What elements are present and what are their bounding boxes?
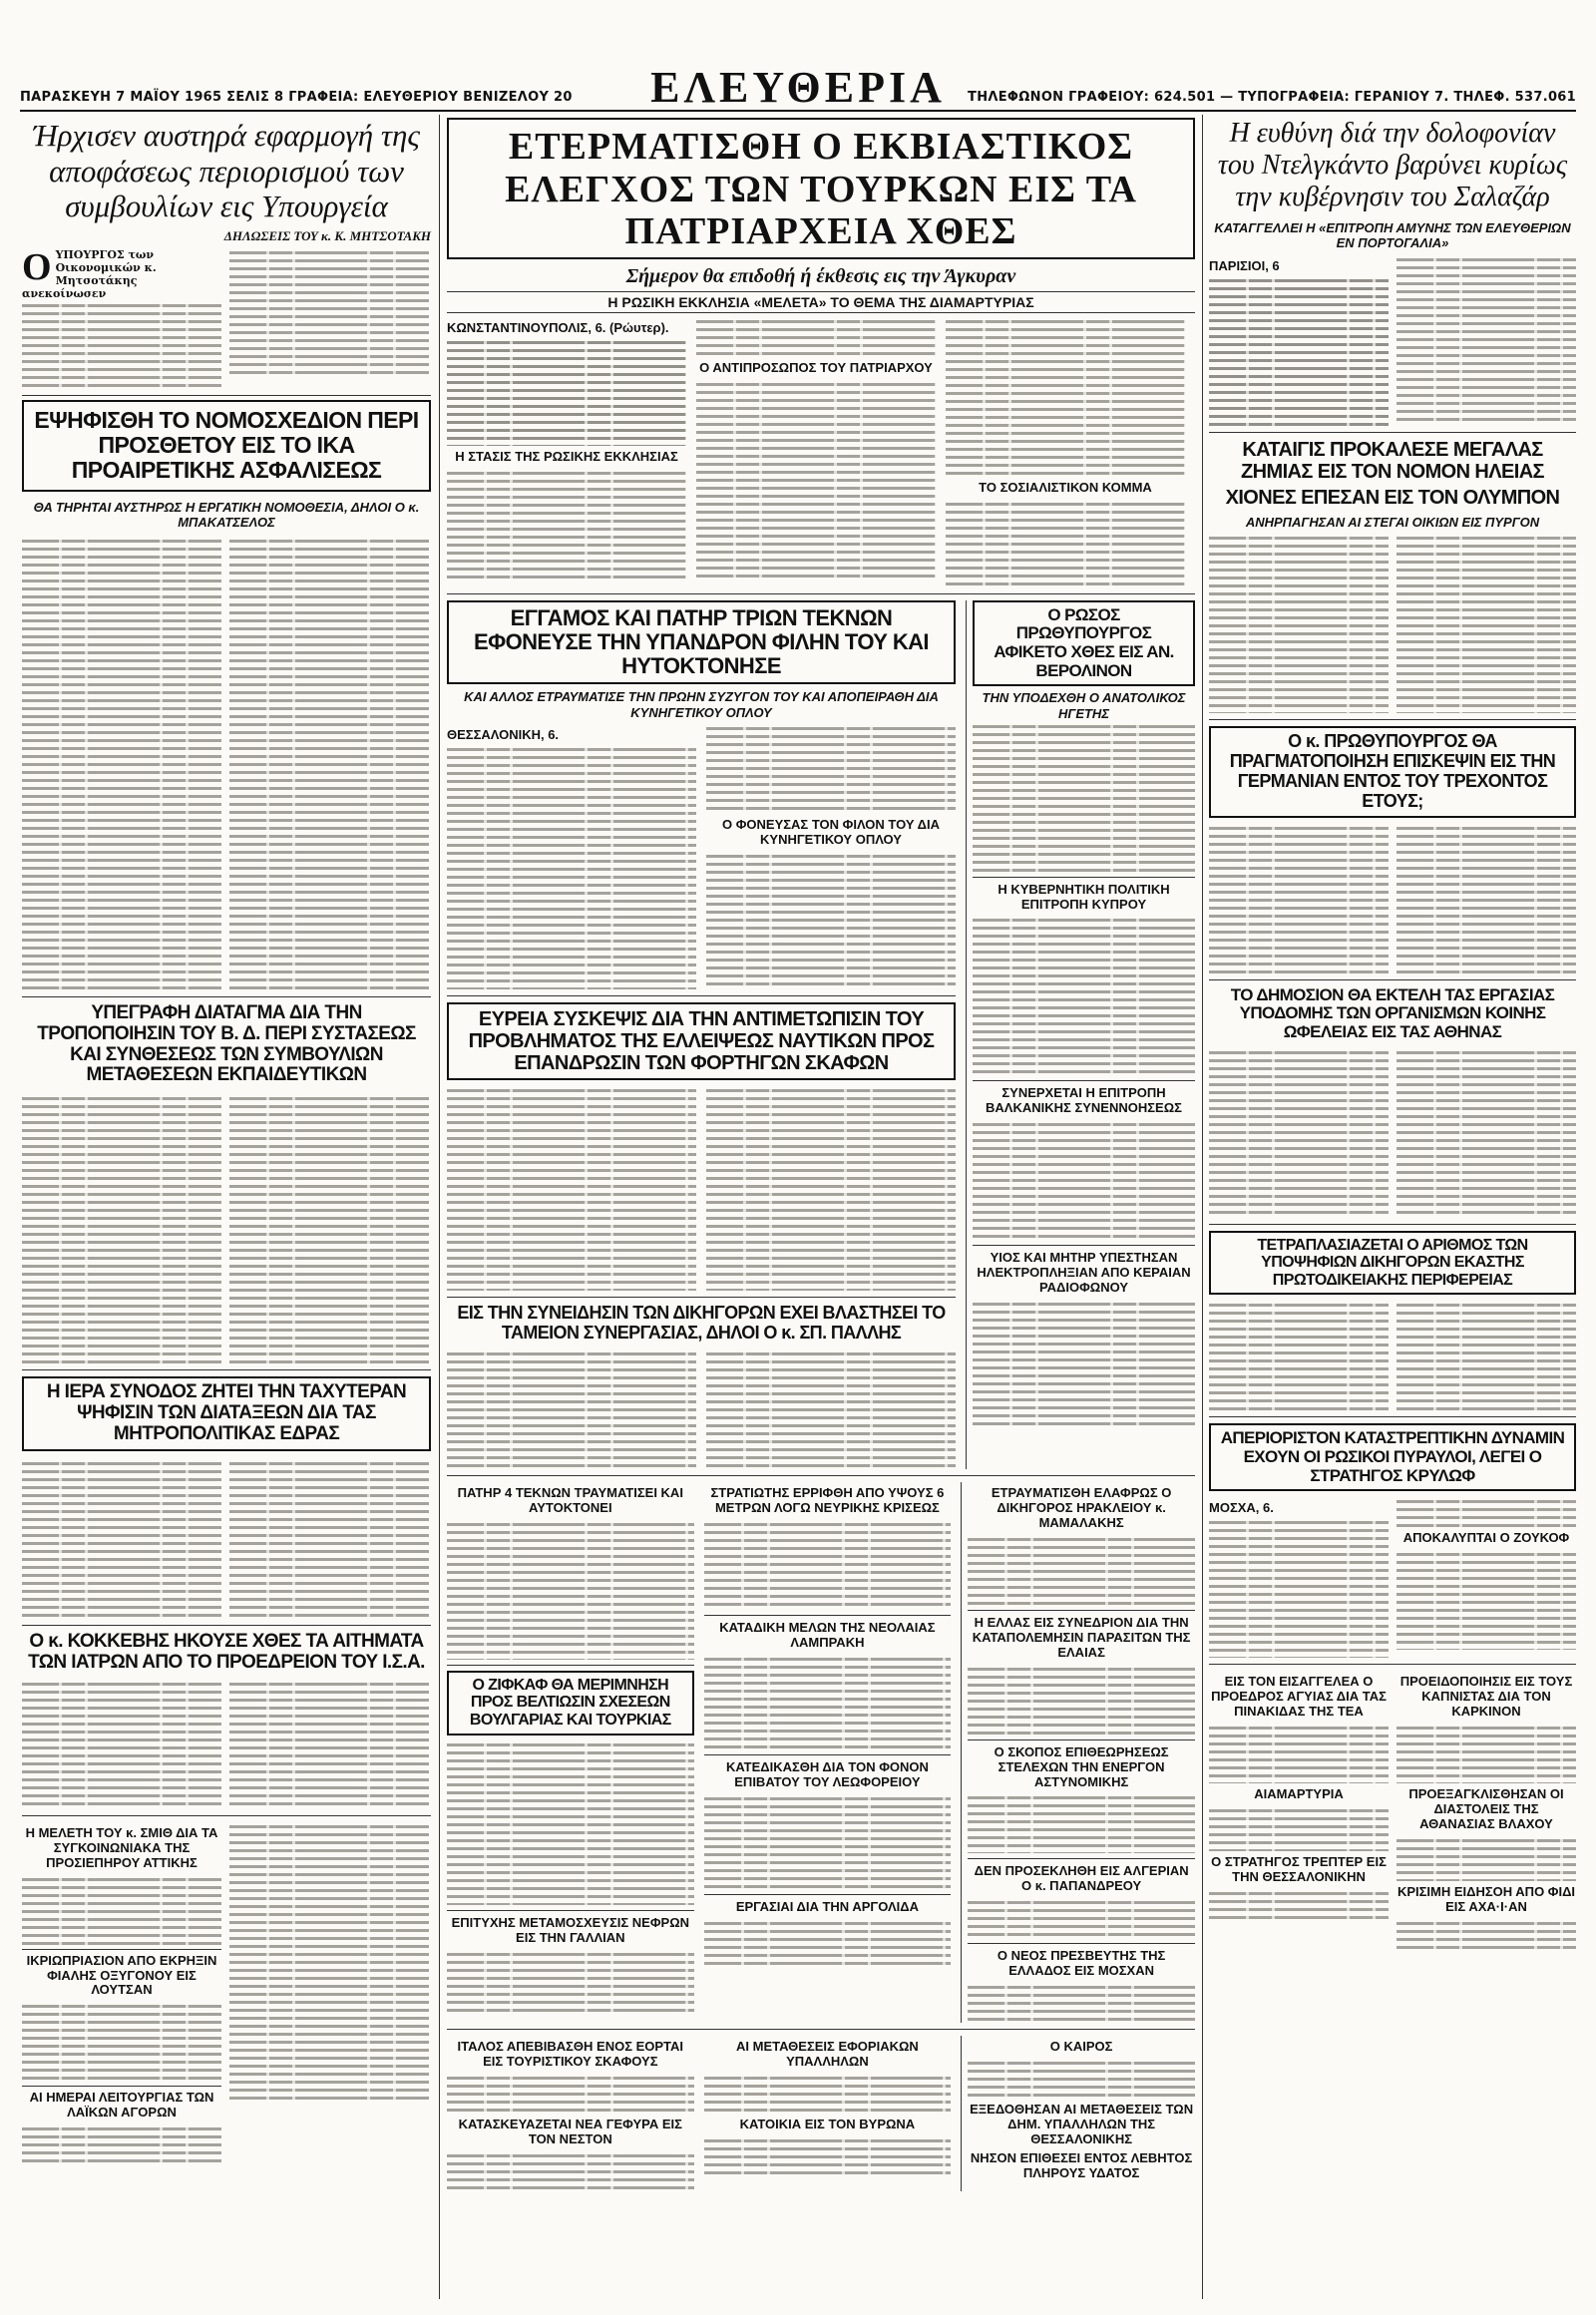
article-body (447, 745, 696, 989)
article-body (968, 1665, 1195, 1735)
article-body (704, 1919, 952, 1969)
article-body (229, 1822, 429, 2102)
byron-headline: ΚΑΤΟΙΚΙΑ ΕΙΣ ΤΟΝ ΒΥΡΩΝΑ (739, 2117, 916, 2132)
crime-headline: ΕΓΓΑΜΟΣ ΚΑΙ ΠΑΤΗΡ ΤΡΙΩΝ ΤΕΚΝΩΝ ΕΦΟΝΕΥΣΕ ΤΗΝ ΥΠΑΝΔΡΟΝ ΦΙΛΗΝ ΤΟΥ ΚΑΙ ΗΥΤΟΚΤΟΝΗΣΕ (474, 604, 929, 679)
article-byline: ΔΗΛΩΣΕΙΣ ΤΟΥ κ. Κ. ΜΗΤΣΟΤΑΚΗ (223, 227, 431, 243)
article-title-lawyers: ΤΕΤΡΑΠΛΑΣΙΑΖΕΤΑΙ Ο ΑΡΙΘΜΟΣ ΤΩΝ ΥΠΟΨΗΦΙΩΝ ΔΙΚΗΓΟΡΩΝ ΕΚΑΣΤΗΣ ΠΡΩΤΟΔΙΚΕΙΑΚΗΣ ΠΕΡΙΦΕΡΕΙΑΣ (1257, 1236, 1528, 1289)
article-title-vlachou: ΠΡΟΕΞΑΓΚΛΙΣΘΗΣΑΝ ΟΙ ΔΙΑΣΤΟΛΕΙΣ ΤΗΣ ΑΘΑΝΑΣΙΑΣ ΒΛΑΧΟΥ (1408, 1786, 1564, 1832)
article-body (1209, 824, 1389, 973)
column-rule (1202, 115, 1203, 2299)
lead-subhead-representative: Ο ΑΝΤΙΠΡΟΣΩΠΟΣ ΤΟΥ ΠΑΤΡΙΑΡΧΟΥ (699, 359, 933, 375)
article-body (704, 1655, 952, 1749)
article-body (1209, 1889, 1389, 1919)
article-title-decree: ΥΠΕΓΡΑΦΗ ΔΙΑΤΑΓΜΑ ΔΙΑ ΤΗΝ ΤΡΟΠΟΠΟΙΗΣΙΝ ΤΟΥ Β. Δ. ΠΕΡΙ ΣΥΣΤΑΣΕΩΣ ΚΑΙ ΣΥΝΘΕΣΕΩΣ ΤΩΝ ΣΥΜΒΟΥΛΙΩΝ ΜΕΤΑΘΕΣΕΩΝ ΕΚΠΑΙΔΕΥΤΙΚΩΝ (37, 1001, 416, 1086)
pm-story-box (1209, 726, 1576, 817)
article-body (447, 1086, 696, 1291)
article-kicker: ΑΝΗΡΠΑΓΗΣΑΝ ΑΙ ΣΤΕΓΑΙ ΟΙΚΙΩΝ ΕΙΣ ΠΥΡΓΟΝ (1245, 514, 1540, 530)
column-left (22, 118, 431, 2164)
berlin-kicker: ΤΗΝ ΥΠΟΔΕΧΘΗ Ο ΑΝΑΤΟΛΙΚΟΣ ΗΓΕΤΗΣ (982, 690, 1186, 722)
article-body (447, 2151, 694, 2191)
column-right (1209, 118, 1576, 1949)
article-title-trepter: Ο ΣΤΡΑΤΗΓΟΣ ΤΡΕΠΤΕΡ ΕΙΣ ΤΗΝ ΘΕΣΣΑΛΟΝΙΚΗΝ (1211, 1854, 1387, 1885)
column-center (447, 118, 1195, 2191)
article-body (973, 722, 1195, 872)
article-body (229, 537, 429, 990)
parasites-headline: Η ΕΛΛΑΣ ΕΙΣ ΣΥΝΕΔΡΙΟΝ ΔΙΑ ΤΗΝ ΚΑΤΑΠΟΛΕΜΗΣΙΝ ΠΑΡΑΣΙΤΩΝ ΤΗΣ ΕΛΑΙΑΣ (972, 1614, 1191, 1660)
article-body (22, 537, 221, 990)
lead-headline: ΕΤΕΡΜΑΤΙΣΘΗ Ο ΕΚΒΙΑΣΤΙΚΟΣ ΕΛΕΓΧΟΣ ΤΩΝ ΤΟΥΡΚΩΝ ΕΙΣ ΤΑ ΠΑΤΡΙΑΡΧΕΙΑ ΧΘΕΣ (505, 126, 1137, 253)
article-body (229, 1459, 429, 1619)
masthead-date-line: ΠΑΡΑΣΚΕΥΗ 7 ΜΑΪΟΥ 1965 ΣΕΛΙΣ 8 ΓΡΑΦΕΙΑ: ΕΛΕΥΘΕΡΙΟΥ ΒΕΝΙΖΕΛΟΥ 20 (20, 90, 573, 105)
article-body (968, 2059, 1195, 2099)
article-body (1209, 1048, 1389, 1218)
article-body (1396, 1497, 1576, 1527)
crime-dateline: ΘΕΣΣΑΛΟΝΙΚΗ, 6. (447, 727, 560, 743)
crime-story-box (447, 600, 956, 685)
article-title-prosecutor: ΕΙΣ ΤΟΝ ΕΙΣΑΓΓΕΛΕΑ Ο ΠΡΟΕΔΡΟΣ ΑΓΥΙΑΣ ΔΙΑ ΤΑΣ ΠΙΝΑΚΙΔΑΣ ΤΗΣ ΤΕΑ (1211, 1674, 1387, 1720)
article-body (22, 1875, 221, 1945)
article-body (1396, 1550, 1576, 1650)
article-dateline: ΠΑΡΙΣΙΟΙ, 6 (1209, 257, 1280, 273)
lead-subhead-socialist: ΤΟ ΣΟΣΙΑΛΙΣΤΙΚΟΝ ΚΟΜΜΑ (979, 479, 1152, 495)
article-title-explosion: ΙΚΡΙΩΠΡΙΑΣΙΟΝ ΑΠΟ ΕΚΡΗΞΙΝ ΦΙΑΛΗΣ ΟΞΥΓΟΝΟΥ ΕΙΣ ΛΟΥΤΣΑΝ (26, 1952, 217, 1998)
cyprus-headline: Η ΚΥΒΕΡΝΗΤΙΚΗ ΠΟΛΙΤΙΚΗ ΕΠΙΤΡΟΠΗ ΚΥΠΡΟΥ (998, 881, 1170, 912)
article-title-doctors: Ο κ. ΚΟΚΚΕΒΗΣ ΗΚΟΥΣΕ ΧΘΕΣ ΤΑ ΑΙΤΗΜΑΤΑ ΤΩΝ ΙΑΤΡΩΝ ΑΠΟ ΤΟ ΠΡΟΕΔΡΕΙΟΝ ΤΟΥ Ι.Σ.Α. (28, 1630, 425, 1673)
article-box-ika (22, 400, 431, 492)
article-body (1209, 1301, 1389, 1410)
article-body (973, 916, 1195, 1075)
article-body (447, 1740, 694, 1905)
lawyers-story-box (1209, 1231, 1576, 1296)
berlin-headline: Ο ΡΩΣΟΣ ΠΡΩΘΥΠΟΥΡΓΟΣ ΑΦΙΚΕΤΟ ΧΘΕΣ ΕΙΣ ΑΝ. ΒΕΡΟΛΙΝΟΝ (994, 604, 1174, 680)
article-body (1209, 1806, 1389, 1851)
article-title-snake: ΚΡΙΣΙΜΗ ΕΙΔΗΣΟΗ ΑΠΟ ΦΙΔΙ ΕΙΣ ΑΧΑ·Ι·ΑΝ (1396, 1884, 1576, 1914)
article-body (706, 1350, 956, 1469)
article-body (704, 1794, 952, 1889)
yachts-headline: ΙΤΑΛΟΣ ΑΠΕΒΙΒΑΣΘΗ ΕΝΟΣ ΕΟΡΤΑΙ ΕΙΣ ΤΟΥΡΙΣΤΙΚΟΥ ΣΚΑΦΟΥΣ (457, 2039, 684, 2070)
article-body (1396, 1919, 1576, 1949)
lead-subhead: Η ΡΩΣΙΚΗ ΕΚΚΛΗΣΙΑ «ΜΕΛΕΤΑ» ΤΟ ΘΕΜΑ ΤΗΣ ΔΙΑΜΑΡΤΥΡΙΑΣ (447, 291, 1195, 313)
article-body (704, 2136, 952, 2176)
article-body (1209, 1518, 1389, 1658)
masthead-phone-line: ΤΗΛΕΦΩΝΟΝ ΓΡΑΦΕΙΟΥ: 624.501 — ΤΥΠΟΓΡΑΦΕΙΑ: ΓΕΡΑΝΙΟΥ 7. ΤΗΛΕΦ. 537.061 (968, 90, 1576, 105)
article-title-councils: Ήρχισεν αυστηρά εφαρμογή της αποφάσεως περιορισμού των συμβουλίων εις Υπουργεία (33, 118, 420, 224)
zifkaf-story-box (447, 1671, 694, 1736)
electro-headline: ΥΙΟΣ ΚΑΙ ΜΗΤΗΡ ΥΠΕΣΤΗΣΑΝ ΗΛΕΚΤΡΟΠΛΗΞΙΑΝ ΑΠΟ ΚΕΡΑΙΑΝ ΡΑΔΙΟΦΩΝΟΥ (977, 1250, 1191, 1296)
article-body (22, 2124, 221, 2164)
article-body (706, 1086, 956, 1291)
article-kicker: ΚΑΤΑΓΓΕΛΛΕΙ Η «ΕΠΙΤΡΟΠΗ ΑΜΥΝΗΣ ΤΩΝ ΕΛΕΥΘΕΡΙΩΝ ΕΝ ΠΟΡΤΟΓΑΛΙΑ» (1214, 219, 1571, 251)
masthead-rule (20, 110, 1576, 112)
drop-cap: Ο (22, 245, 52, 288)
article-body (973, 1300, 1195, 1429)
lambrakis-headline: ΚΑΤΑΔΙΚΗ ΜΕΛΩΝ ΤΗΣ ΝΕΟΛΑΙΑΣ ΛΑΜΠΡΑΚΗ (719, 1619, 936, 1650)
article-title-missiles: ΑΠΕΡΙΟΡΙΣΤΟΝ ΚΑΤΑΣΤΡΕΠΤΙΚΗΝ ΔΥΝΑΜΙΝ ΕΧΟΥΝ ΟΙ ΡΩΣΙΚΟΙ ΠΥΡΑΥΛΟΙ, ΛΕΓΕΙ Ο ΣΤΡΑΤΗΓΟΣ ΚΡΥΛΩΦ (1220, 1428, 1565, 1485)
sentence-headline: ΚΑΤΕΔΙΚΑΣΘΗ ΔΙΑ ΤΟΝ ΦΟΝΟΝ ΕΠΙΒΑΤΟΥ ΤΟΥ ΛΕΩΦΟΡΕΙΟΥ (725, 1758, 929, 1789)
article-body (1396, 1724, 1576, 1783)
article-body (1396, 534, 1576, 713)
article-body (706, 724, 956, 814)
article-body (1209, 1724, 1389, 1783)
lead-story-box (447, 118, 1195, 259)
article-title-pm: Ο κ. ΠΡΩΘΥΠΟΥΡΓΟΣ ΘΑ ΠΡΑΓΜΑΤΟΠΟΙΗΣΗ ΕΠΙΣΚΕΨΙΝ ΕΙΣ ΤΗΝ ΓΕΡΜΑΝΙΑΝ ΕΝΤΟΣ ΤΟΥ ΤΡΕΧΟΝΤΟΣ ΕΤΟΥΣ; (1229, 731, 1556, 811)
article-title-cancer: ΠΡΟΕΙΔΟΠΟΙΗΣΙΣ ΕΙΣ ΤΟΥΣ ΚΑΠΝΙΣΤΑΣ ΔΙΑ ΤΟΝ ΚΑΡΚΙΝΟΝ (1399, 1674, 1573, 1720)
article-body (973, 1120, 1195, 1240)
lead-subhead-russian: Η ΣΤΑΣΙΣ ΤΗΣ ΡΩΣΙΚΗΣ ΕΚΚΛΗΣΙΑΣ (455, 448, 678, 464)
balkan-headline: ΣΥΝΕΡΧΕΤΑΙ Η ΕΠΙΤΡΟΠΗ ΒΑΛΚΑΝΙΚΗΣ ΣΥΝΕΝΝΟΗΣΕΩΣ (986, 1085, 1182, 1116)
article-title-snow: ΧΙΟΝΕΣ ΕΠΕΣΑΝ ΕΙΣ ΤΟΝ ΟΛΥΜΠΟΝ (1225, 486, 1560, 509)
article-intro: ΥΠΟΥΡΓΟΣ των Οικονομικών κ. Μητσοτάκης ανεκοίνωσεν (22, 247, 157, 301)
article-title-synod: Η ΙΕΡΑ ΣΥΝΟΔΟΣ ΖΗΤΕΙ ΤΗΝ ΤΑΧΥΤΕΡΑΝ ΨΗΦΙΣΙΝ ΤΩΝ ΔΙΑΤΑΞΕΩΝ ΔΙΑ ΤΑΣ ΜΗΤΡΟΠΟΛΙΤΙΚΑΣ ΕΔΡΑΣ (46, 1381, 407, 1445)
algeria-headline: ΔΕΝ ΠΡΟΣΕΚΛΗΘΗ ΕΙΣ ΑΛΓΕΡΙΑΝ Ο κ. ΠΑΠΑΝΔΡΕΟΥ (974, 1863, 1189, 1894)
army-headline: ΣΤΡΑΤΙΩΤΗΣ ΕΡΡΙΦΘΗ ΑΠΟ ΥΨΟΥΣ 6 ΜΕΤΡΩΝ ΛΟΓΩ ΝΕΥΡΙΚΗΣ ΚΡΙΣΕΩΣ (710, 1485, 945, 1515)
wounded-headline: ΠΑΤΗΡ 4 ΤΕΚΝΩΝ ΤΡΑΥΜΑΤΙΣΕΙ ΚΑΙ ΑΥΤΟΚΤΟΝΕΙ (457, 1485, 683, 1515)
shipping-story-box (447, 1002, 956, 1080)
article-body (22, 1459, 221, 1619)
crime-kicker: ΚΑΙ ΑΛΛΟΣ ΕΤΡΑΥΜΑΤΙΣΕ ΤΗΝ ΠΡΩΗΝ ΣΥΖΥΓΟΝ ΤΟΥ ΚΑΙ ΑΠΟΠΕΙΡΑΘΗ ΔΙΑ ΚΥΝΗΓΕΤΙΚΟΥ ΟΠΛΟΥ (464, 689, 939, 720)
fisheries-headline: ΑΙ ΜΕΤΑΘΕΣΕΙΣ ΕΦΟΡΙΑΚΩΝ ΥΠΑΛΛΗΛΩΝ (736, 2039, 919, 2070)
article-dateline: ΜΟΣΧΑ, 6. (1209, 1500, 1274, 1516)
zifkaf-headline: Ο ΖΙΦΚΑΦ ΘΑ ΜΕΡΙΜΝΗΣΗ ΠΡΟΣ ΒΕΛΤΙΩΣΙΝ ΣΧΕΣΕΩΝ ΒΟΥΛΓΑΡΙΑΣ ΚΑΙ ΤΟΥΡΚΙΑΣ (469, 1676, 671, 1730)
shipping-headline: ΕΥΡΕΙΑ ΣΥΣΚΕΨΙΣ ΔΙΑ ΤΗΝ ΑΝΤΙΜΕΤΩΠΙΣΙΝ ΤΟΥ ΠΡΟΒΛΗΜΑΤΟΣ ΤΗΣ ΕΛΛΕΙΨΕΩΣ ΝΑΥΤΙΚΩΝ ΠΡΟΣ ΕΠΑΝΔΡΩΣΙΝ ΤΩΝ ΦΟΡΤΗΓΩΝ ΣΚΑΦΩΝ (468, 1008, 935, 1075)
article-body (704, 1520, 952, 1610)
bridge-headline: ΚΑΤΑΣΚΕΥΑΖΕΤΑΙ ΝΕΑ ΓΕΦΥΡΑ ΕΙΣ ΤΟΝ ΝΕΣΤΟΝ (458, 2117, 682, 2147)
article-body (968, 1535, 1195, 1605)
missiles-story-box (1209, 1423, 1576, 1491)
article-title-storm: ΚΑΤΑΙΓΙΣ ΠΡΟΚΑΛΕΣΕ ΜΕΓΑΛΑΣ ΖΗΜΙΑΣ ΕΙΣ ΤΟΝ ΝΟΜΟΝ ΗΛΕΙΑΣ (1241, 438, 1544, 483)
weather-headline: Ο ΚΑΙΡΟΣ (1049, 2039, 1113, 2055)
inspection-headline: Ο ΣΚΟΠΟΣ ΕΠΙΘΕΩΡΗΣΕΩΣ ΣΤΕΛΕΧΩΝ ΤΗΝ ΕΝΕΡΓΟΝ ΑΣΤΥΝΟΜΙΚΗΣ (994, 1743, 1169, 1789)
article-subhead-zhukov: ΑΠΟΚΑΛΥΠΤΑΙ Ο ΖΟΥΚΟΦ (1402, 1530, 1570, 1546)
article-body (229, 1094, 429, 1363)
article-body (1396, 824, 1576, 973)
article-body (22, 2002, 221, 2082)
article-body (447, 338, 686, 446)
article-body (22, 301, 221, 391)
article-body (946, 500, 1185, 587)
lawyer-injured-headline: ΕΤΡΑΥΜΑΤΙΣΘΗ ΕΛΑΦΡΩΣ Ο ΔΙΚΗΓΟΡΟΣ ΗΡΑΚΛΕΙΟΥ κ. ΜΑΜΑΛΑΚΗΣ (991, 1485, 1172, 1530)
article-box-synod (22, 1376, 431, 1451)
article-body (696, 380, 936, 579)
article-title-ika: ΕΨΗΦΙΣΘΗ ΤΟ ΝΟΜΟΣΧΕΔΙΟΝ ΠΕΡΙ ΠΡΟΣΘΕΤΟΥ ΕΙΣ ΤΟ ΙΚΑ ΠΡΟΑΙΡΕΤΙΚΗΣ ΑΣΦΑΛΙΣΕΩΣ (34, 406, 419, 484)
article-body (704, 2074, 952, 2114)
lead-dateline: ΚΩΝΣΤΑΝΤΙΝΟΥΠΟΛΙΣ, 6. (Ρώυτερ). (447, 319, 669, 335)
crime-subhead: Ο ΦΟΝΕΥΣΑΣ ΤΟΝ ΦΙΛΟΝ ΤΟΥ ΔΙΑ ΚΥΝΗΓΕΤΙΚΟΥ ΟΠΛΟΥ (722, 817, 940, 848)
article-body (1396, 1048, 1576, 1218)
article-body (447, 1520, 694, 1660)
lawyers-fund-headline: ΕΙΣ ΤΗΝ ΣΥΝΕΙΔΗΣΙΝ ΤΩΝ ΔΙΚΗΓΟΡΩΝ ΕΧΕΙ ΒΛΑΣΤΗΣΕΙ ΤΟ ΤΑΜΕΙΟΝ ΣΥΝΕΡΓΑΣΙΑΣ, ΔΗΛΟΙ Ο κ. ΣΠ. ΠΑΛΛΗΣ (457, 1303, 946, 1344)
article-body (696, 317, 936, 357)
article-body (1396, 255, 1576, 425)
article-title-markets: ΑΙ ΗΜΕΡΑΙ ΛΕΙΤΟΥΡΓΙΑΣ ΤΩΝ ΛΑΪΚΩΝ ΑΓΟΡΩΝ (29, 2090, 214, 2121)
article-title-delgado: Η ευθύνη διά την δολοφονίαν του Ντελγκάντο βαρύνει κυρίως την κυβέρνησιν του Σαλαζάρ (1217, 118, 1568, 213)
column-rule (439, 115, 440, 2299)
article-body (229, 248, 429, 378)
article-body (22, 1094, 221, 1363)
lead-deck: Σήμερον θα επιδοθή ή έκθεσις εις την Άγκυραν (625, 264, 1016, 287)
article-body (1209, 534, 1389, 713)
article-body (447, 1950, 694, 2015)
article-kicker: ΘΑ ΤΗΡΗΤΑΙ ΑΥΣΤΗΡΩΣ Η ΕΡΓΑΤΙΚΗ ΝΟΜΟΘΕΣΙΑ, ΔΗΛΟΙ Ο κ. ΜΠΑΚΑΤΣΕΛΟΣ (33, 499, 420, 531)
article-body (447, 2074, 694, 2114)
article-body (1396, 1301, 1576, 1410)
article-body (946, 317, 1185, 477)
employees-headline: ΕΞΕΔΟΘΗΣΑΝ ΑΙ ΜΕΤΑΘΕΣΕΙΣ ΤΩΝ ΔΗΜ. ΥΠΑΛΛΗΛΩΝ ΤΗΣ ΘΕΣΣΑΛΟΝΙΚΗΣ (970, 2102, 1194, 2147)
article-body (447, 469, 686, 579)
masthead-title: ΕΛΕΥΘΕΡΙΑ (650, 63, 946, 112)
kidney-headline: ΕΠΙΤΥΧΗΣ ΜΕΤΑΜΟΣΧΕΥΣΙΣ ΝΕΦΡΩΝ ΕΙΣ ΤΗΝ ΓΑΛΛΙΑΝ (451, 1914, 690, 1945)
article-title-smith: Η ΜΕΛΕΤΗ ΤΟΥ κ. ΣΜΙΘ ΔΙΑ ΤΑ ΣΥΓΚΟΙΝΩΝΙΑΚΑ ΤΗΣ ΠΡΟΣΙΕΠΗΡΟΥ ΑΤΤΙΚΗΣ (25, 1824, 218, 1870)
article-body (706, 852, 956, 986)
water-headline: ΝΗΣΟΝ ΕΠΙΘΕΣΕΙ ΕΝΤΟΣ ΛΕΒΗΤΟΣ ΠΛΗΡΟΥΣ ΥΔΑΤΟΣ (970, 2149, 1193, 2180)
ambassador-headline: Ο ΝΕΟΣ ΠΡΕΣΒΕΥΤΗΣ ΤΗΣ ΕΛΛΑΔΟΣ ΕΙΣ ΜΟΣΧΑΝ (997, 1948, 1166, 1979)
article-body (447, 1350, 696, 1469)
article-body (229, 1680, 429, 1809)
berlin-story-box (973, 600, 1195, 687)
article-body (968, 1793, 1195, 1853)
article-title-airport: ΑΙΑΜΑΡΤΥΡΙΑ (1254, 1786, 1344, 1802)
article-title-works: ΤΟ ΔΗΜΟΣΙΟΝ ΘΑ ΕΚΤΕΛΗ ΤΑΣ ΕΡΓΑΣΙΑΣ ΥΠΟΔΟΜΗΣ ΤΩΝ ΟΡΓΑΝΙΣΜΩΝ ΚΟΙΝΗΣ ΩΦΕΛΕΙΑΣ ΕΙΣ ΤΑΣ ΑΘΗΝΑΣ (1230, 984, 1555, 1041)
article-body (1209, 276, 1389, 426)
article-body (1396, 1836, 1576, 1881)
article-body (22, 1680, 221, 1809)
article-body (968, 1898, 1195, 1938)
article-body (968, 1983, 1195, 2023)
argolida-headline: ΕΡΓΑΣΙΑΙ ΔΙΑ ΤΗΝ ΑΡΓΟΛΙΔΑ (735, 1898, 919, 1914)
